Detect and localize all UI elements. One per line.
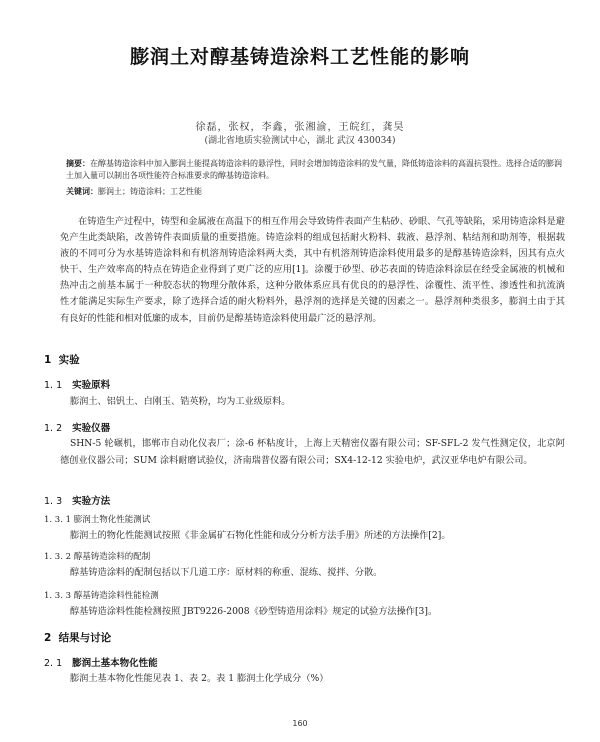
section-2-number: 2 bbox=[44, 632, 52, 644]
section-1-2-number: 1. 2 bbox=[44, 423, 63, 434]
section-1-3-title: 实验方法 bbox=[72, 496, 111, 507]
keywords-text: 膨润土；铸造涂料；工艺性能 bbox=[98, 187, 202, 196]
affiliation: (湖北省地质实验测试中心，湖北 武汉 430034) bbox=[204, 136, 396, 146]
section-2-title: 结果与讨论 bbox=[58, 632, 112, 644]
section-1-1-title: 实验原料 bbox=[72, 380, 111, 391]
abstract bbox=[66, 158, 566, 182]
section-1-2-heading bbox=[44, 420, 110, 434]
abstract-text: 在醇基铸造涂料中加入膨润土能提高铸造涂料的悬浮性，同时会增加铸造涂料的发气量，降低铸造涂料的高温抗裂性。选择合适的膨润土加入量可以制出各项性能符合标准要求的醇基铸造涂料。 bbox=[66, 159, 562, 180]
keywords-label: 关键词： bbox=[66, 187, 98, 196]
section-1-1-number: 1. 1 bbox=[44, 380, 63, 391]
keywords bbox=[66, 186, 566, 198]
section-2-heading bbox=[44, 630, 111, 645]
introduction-paragraph: 在铸造生产过程中，铸型和金属液在高温下的相互作用会导致铸件表面产生粘砂、砂眼、气孔等缺陷，采用铸造涂料是避免产生此类缺陷，改善铸件表面质量的重要措施。铸造涂料的组成包括耐火粉料、载液、悬浮剂、粘结剂和助剂等，根据载液的不同可分为水基铸造涂料和有机溶剂铸造涂料两大类，其中有机溶剂铸造涂料使用最多的是醇基铸造涂料，因其有点火快干、生产效率高的特点在铸造企业得到了更广泛的应用[1]。涂覆于砂型、砂芯表面的铸造涂料涂层在经受金属液的机械和热冲击之前基本属于一种胶态状的物理分散体系，这种分散体系应具有优良的的悬浮性、涂覆性、流平性、渗透性和抗流淌性才能满足实际生产要求，除了选择合适的耐火粉料外，悬浮剂的选择是关键的因素之一。悬浮剂种类很多，膨润土由于其有良好的性能和相对低廉的成本，目前仍是醇基铸造涂料使用最广泛的悬浮剂。 bbox=[60, 216, 565, 324]
section-1-3-1-text: 膨润土的物化性能测试按照《非金属矿石物化性能和成分分析方法手册》所述的方法操作[2]。 bbox=[70, 530, 451, 541]
section-1-heading bbox=[44, 352, 80, 367]
abstract-label: 摘要： bbox=[66, 159, 90, 168]
section-2-1-text: 膨润土基本物化性能见表 1、表 2。表 1 膨润土化学成分（%） bbox=[70, 673, 329, 684]
section-1-3-2-text: 醇基铸造涂料的配制包括以下几道工序：原材料的称重、混练、搅拌、分散。 bbox=[70, 567, 383, 578]
section-1-2-text: SHN-5 轮碾机，邯郸市自动化仪表厂；涂-6 杯粘度计，上海上天精密仪器有限公司；SF-SFL-2 发气性测定仪，北京阿德创业仪器公司；SUM 涂料耐磨试验仪，济南瑞普仪器有限公司；SX4-12-12 实验电炉，武汉亚华电炉有限公司。 bbox=[60, 438, 565, 466]
section-1-1-text: 膨润土、铝钒土、白刚玉、锆英粉，均为工业级原料。 bbox=[70, 396, 291, 407]
section-1-number: 1 bbox=[44, 354, 52, 366]
paper-title: 膨润土对醇基铸造涂料工艺性能的影响 bbox=[129, 46, 470, 68]
section-1-3-heading bbox=[44, 493, 110, 507]
section-1-3-number: 1. 3 bbox=[44, 496, 63, 507]
section-1-3-1-heading: 1. 3. 1 膨润土物化性能测试 bbox=[44, 515, 151, 525]
section-2-1-heading bbox=[44, 655, 158, 669]
section-1-title: 实验 bbox=[58, 354, 80, 366]
section-1-3-2-heading: 1. 3. 2 醇基铸造涂料的配制 bbox=[44, 552, 151, 562]
section-1-3-3-heading: 1. 3. 3 醇基铸造涂料性能检测 bbox=[44, 591, 159, 601]
author-list: 徐磊，张权，李鑫，张湘渝，王皖红，龚昊 bbox=[195, 122, 405, 133]
section-1-2-title: 实验仪器 bbox=[72, 423, 111, 434]
section-1-1-heading bbox=[44, 377, 110, 391]
section-2-1-number: 2. 1 bbox=[44, 658, 63, 669]
section-1-3-3-text: 醇基铸造涂料性能检测按照 JBT9226-2008《砂型铸造用涂料》规定的试验方法操作[3]。 bbox=[70, 606, 438, 617]
page-number: 160 bbox=[292, 719, 308, 728]
section-2-1-title: 膨润土基本物化性能 bbox=[72, 658, 158, 669]
